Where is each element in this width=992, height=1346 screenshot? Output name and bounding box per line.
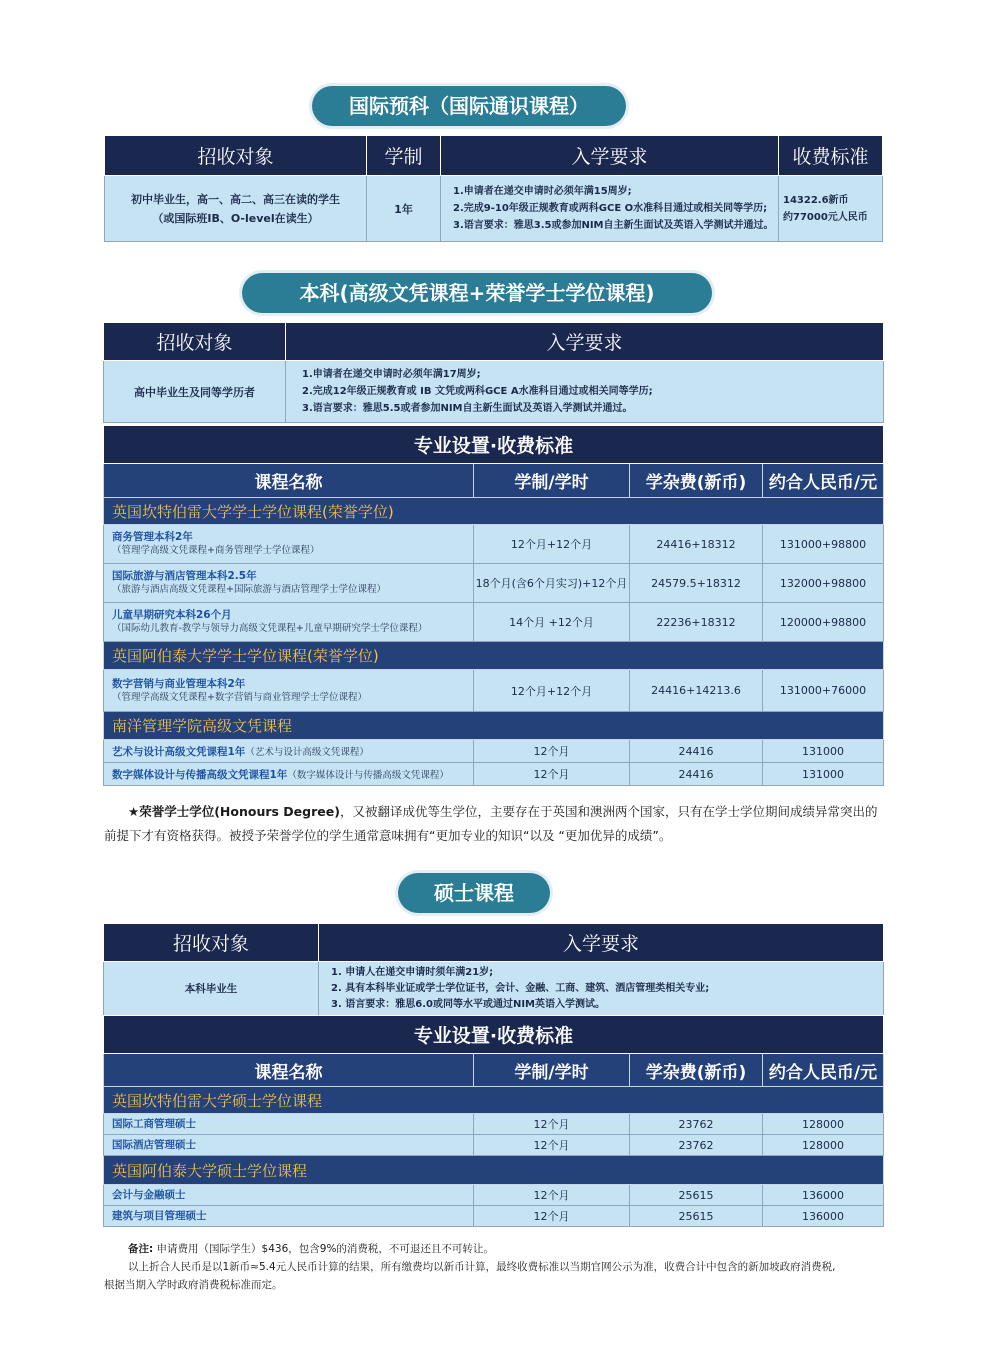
course-subtitle: （数字媒体设计与传播高级文凭课程） <box>287 769 449 781</box>
requirement-item: 1. 申请人在递交申请时须年满21岁; <box>331 966 494 978</box>
header-target: 招收对象 <box>105 136 367 176</box>
fee-cell: 23762 <box>630 1135 763 1156</box>
target-line: （或国际班IB、O-level在读生） <box>152 211 319 225</box>
requirement-item: 2.完成12年级正规教育或 IB 文凭或两科GCE A水准科目通过或相关同等学历; <box>302 386 653 397</box>
footer-line <box>104 1240 914 1258</box>
header-fee: 学杂费(新币) <box>630 1054 763 1087</box>
header-duration: 学制/学时 <box>474 1054 630 1087</box>
duration-cell: 12个月+12个月 <box>474 670 630 712</box>
fee-section-title: 专业设置·收费标准 <box>104 426 884 464</box>
duration-cell: 12个月 <box>474 1135 630 1156</box>
honours-note-title: ★荣誉学士学位(Honours Degree) <box>128 804 340 819</box>
course-title: 儿童早期研究本科26个月 <box>112 609 232 621</box>
fee-cell: 24416 <box>630 740 763 763</box>
program-group-title: 英国阿伯泰大学学士学位课程(荣誉学位) <box>104 642 884 670</box>
fees-cell <box>779 176 883 242</box>
course-title: 数字营销与商业管理本科2年 <box>112 677 246 690</box>
course-subtitle: （旅游与酒店高级文凭课程+国际旅游与酒店管理学士学位课程） <box>112 584 386 595</box>
rmb-cell: 132000+98800 <box>763 564 884 603</box>
header-course: 课程名称 <box>104 464 474 498</box>
course-cell <box>104 525 474 564</box>
section-title-bachelor: 本科(高级文凭课程+荣誉学士学位课程) <box>242 273 712 313</box>
duration-cell: 12个月 <box>474 740 630 763</box>
requirements-cell <box>441 176 779 242</box>
course-subtitle: （管理学高级文凭课程+商务管理学士学位课程） <box>112 545 320 556</box>
bachelor-table <box>103 322 884 423</box>
requirements-cell <box>286 361 884 423</box>
course-cell <box>104 763 474 786</box>
header-target: 招收对象 <box>104 924 319 962</box>
honours-degree-note <box>104 800 888 848</box>
course-cell <box>104 1114 474 1135</box>
requirement-item: 2. 具有本科毕业证或学士学位证书，会计、金融、工商、建筑、酒店管理类相关专业; <box>331 982 710 994</box>
footer-label: 备注: <box>128 1243 154 1255</box>
rmb-cell: 131000+98800 <box>763 525 884 564</box>
fee-line: 14322.6新币 <box>783 194 849 206</box>
course-cell <box>104 1135 474 1156</box>
duration-cell: 12个月 <box>474 1206 630 1227</box>
course-cell <box>104 603 474 642</box>
bachelor-fee-table <box>103 425 884 786</box>
footer-line: 根据当期入学时政府消费税标准而定。 <box>104 1279 283 1291</box>
course-title: 会计与金融硕士 <box>112 1189 186 1201</box>
fee-cell: 22236+18312 <box>630 603 763 642</box>
foundation-table <box>104 135 883 242</box>
target-cell: 本科毕业生 <box>104 962 319 1016</box>
course-title: 国际旅游与酒店管理本科2.5年 <box>112 570 257 582</box>
duration-cell: 1年 <box>367 176 441 242</box>
program-group-title: 南洋管理学院高级文凭课程 <box>104 712 884 740</box>
duration-cell: 12个月 <box>474 763 630 786</box>
course-cell <box>104 670 474 712</box>
rmb-cell: 136000 <box>763 1206 884 1227</box>
fee-section-title: 专业设置·收费标准 <box>104 1016 884 1054</box>
fee-cell: 23762 <box>630 1114 763 1135</box>
rmb-cell: 131000 <box>763 763 884 786</box>
section-title-master: 硕士课程 <box>398 873 550 913</box>
header-fee: 学杂费(新币) <box>630 464 763 498</box>
course-title: 国际工商管理硕士 <box>112 1118 196 1130</box>
course-cell <box>104 740 474 763</box>
target-line: 初中毕业生，高一、高二、高三在读的学生 <box>131 192 340 206</box>
fee-cell: 24416+18312 <box>630 525 763 564</box>
program-group-title: 英国坎特伯雷大学学士学位课程(荣誉学位) <box>104 498 884 525</box>
course-subtitle: （国际幼儿教育-教学与领导力高级文凭课程+儿童早期研究学士学位课程） <box>112 623 428 634</box>
requirement-item: 3. 语言要求：雅思6.0或同等水平或通过NIM英语入学测试。 <box>331 998 605 1010</box>
rmb-cell: 128000 <box>763 1114 884 1135</box>
requirement-item: 2.完成9-10年级正规教育或两科GCE O水准科目通过或相关同等学历; <box>453 203 768 214</box>
header-duration: 学制 <box>367 136 441 176</box>
master-fee-table <box>103 1015 884 1227</box>
master-table <box>103 923 884 1016</box>
header-rmb: 约合人民币/元 <box>763 1054 884 1087</box>
fee-line: 约77000元人民币 <box>783 211 868 223</box>
header-rmb: 约合人民币/元 <box>763 464 884 498</box>
rmb-cell: 131000 <box>763 740 884 763</box>
header-fees: 收费标准 <box>779 136 883 176</box>
target-cell <box>105 176 367 242</box>
header-requirements: 入学要求 <box>441 136 779 176</box>
course-title: 艺术与设计高级文凭课程1年 <box>112 745 246 758</box>
requirement-item: 3.语言要求：雅思5.5或者参加NIM自主新生面试及英语入学测试并通过。 <box>302 403 633 414</box>
course-title: 商务管理本科2年 <box>112 531 193 543</box>
header-requirements: 入学要求 <box>319 924 884 962</box>
footer-notes <box>104 1240 914 1294</box>
rmb-cell: 128000 <box>763 1135 884 1156</box>
fee-cell: 24416 <box>630 763 763 786</box>
course-cell <box>104 1185 474 1206</box>
duration-cell: 12个月+12个月 <box>474 525 630 564</box>
requirement-item: 1.申请者在递交申请时必须年满17周岁; <box>302 369 481 380</box>
requirement-item: 1.申请者在递交申请时必须年满15周岁; <box>453 186 632 197</box>
duration-cell: 12个月 <box>474 1114 630 1135</box>
course-title: 国际酒店管理硕士 <box>112 1139 196 1151</box>
fee-cell: 24579.5+18312 <box>630 564 763 603</box>
header-requirements: 入学要求 <box>286 323 884 361</box>
course-subtitle: （管理学高级文凭课程+数字营销与商业管理学士学位课程） <box>112 691 367 703</box>
footer-text: 申请费用（国际学生）$436，包含9%的消费税，不可退还且不可转让。 <box>156 1243 494 1255</box>
course-cell <box>104 564 474 603</box>
requirements-cell <box>319 962 884 1016</box>
program-group-title: 英国坎特伯雷大学硕士学位课程 <box>104 1087 884 1114</box>
course-title: 建筑与项目管理硕士 <box>112 1210 207 1222</box>
target-cell: 高中毕业生及同等学历者 <box>104 361 286 423</box>
header-course: 课程名称 <box>104 1054 474 1087</box>
duration-cell: 18个月(含6个月实习)+12个月 <box>474 564 630 603</box>
rmb-cell: 136000 <box>763 1185 884 1206</box>
rmb-cell: 131000+76000 <box>763 670 884 712</box>
fee-cell: 25615 <box>630 1185 763 1206</box>
fee-cell: 24416+14213.6 <box>630 670 763 712</box>
course-cell <box>104 1206 474 1227</box>
section-title-foundation: 国际预科（国际通识课程） <box>312 86 626 126</box>
header-target: 招收对象 <box>104 323 286 361</box>
footer-line: 以上折合人民币是以1新币≈5.4元人民币计算的结果，所有缴费均以新币计算，最终收费标准以当期官网公示为准，收费合计中包含的新加坡政府消费税, <box>128 1261 836 1273</box>
course-title: 数字媒体设计与传播高级文凭课程1年 <box>112 768 288 781</box>
fee-cell: 25615 <box>630 1206 763 1227</box>
duration-cell: 14个月 +12个月 <box>474 603 630 642</box>
header-duration: 学制/学时 <box>474 464 630 498</box>
honours-note-text: ，又被翻译成优等生学位，主要存在于英国和澳洲两个国家，只有在学士学位期间成绩异常突出的前提下才有资格获得。被授予荣誉学位的学生通常意味拥有“更加专业的知识“以及 “更加优异的成绩”。 <box>104 804 878 843</box>
program-group-title: 英国阿伯泰大学硕士学位课程 <box>104 1156 884 1185</box>
course-subtitle: （艺术与设计高级文凭课程） <box>245 746 369 758</box>
rmb-cell: 120000+98800 <box>763 603 884 642</box>
requirement-item: 3.语言要求：雅思3.5或参加NIM自主新生面试及英语入学测试并通过。 <box>453 220 774 231</box>
duration-cell: 12个月 <box>474 1185 630 1206</box>
